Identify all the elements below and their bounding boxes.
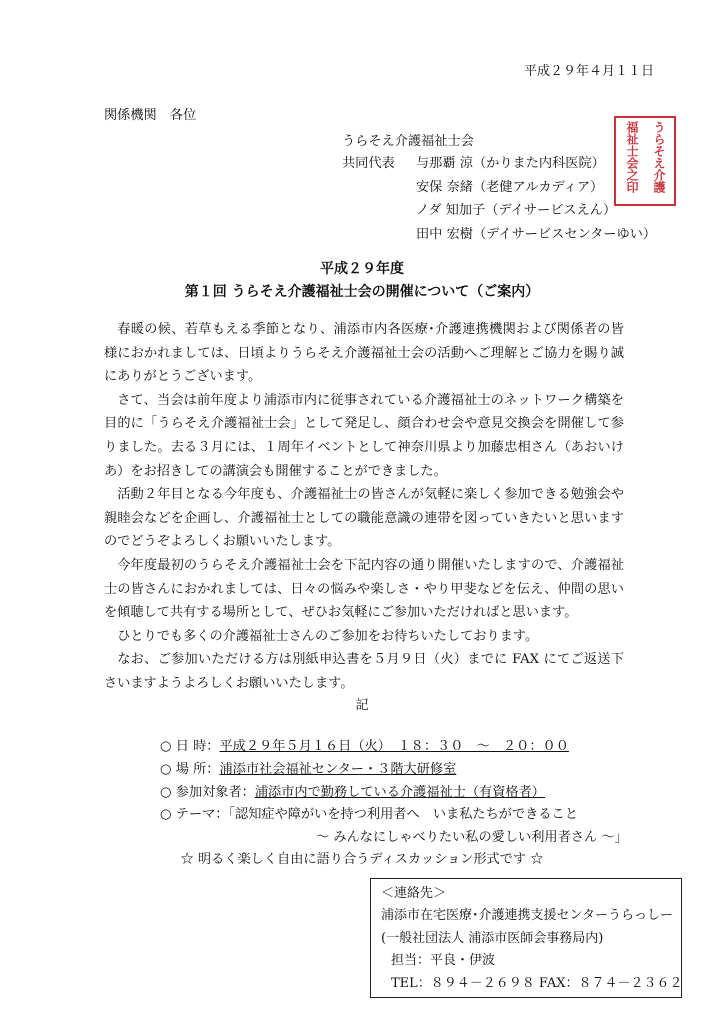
detail-target — [160, 782, 628, 805]
addressee: 関係機関 各位 — [104, 108, 197, 123]
body-paragraph: 活動２年目となる今年度も、介護福祉士の皆さんが気軽に楽しく参加できる勉強会や親睦会などを企画し、介護福祉士としての職能意識の連帯を図っていきたいと思いますのでどうぞよろしくお願いいたします。 — [104, 487, 624, 550]
representative-name: 与那覇 涼（かりまた内科医院） — [416, 156, 605, 171]
seal-text-column: うらそえ介護 — [652, 121, 666, 193]
body-paragraph: 春暖の候、若草もえる季節となり、浦添市内各医療･介護連携機関および関係者の皆様におかれましては、日頃よりうらそえ介護福祉士会の活動へご理解とご協力を賜り誠にありがとうございます。 — [104, 322, 624, 385]
contact-box — [370, 878, 682, 998]
contact-center: 浦添市在宅医療･介護連携支援センターうらっしー — [381, 908, 673, 924]
representative-row — [342, 223, 656, 247]
contact-org: (一般社団法人 浦添市医師会事務局内) — [381, 930, 604, 946]
detail-value: 平成２９年５月１６日（火） １８：３０ ～ ２０：００ — [219, 739, 569, 754]
detail-value: 浦添市内で勤務している介護福祉士（有資格者） — [254, 784, 545, 800]
representative-label — [342, 199, 416, 223]
document-date: 平成２９年４月１１日 — [523, 64, 654, 79]
ki-heading: 記 — [355, 698, 369, 713]
representatives-list — [342, 152, 656, 246]
detail-datetime — [160, 736, 628, 759]
detail-label: ○ 場 所： — [160, 761, 220, 777]
representative-label: 共同代表 — [342, 156, 395, 171]
detail-theme-subtitle: ～ みんなにしゃべりたい私の愛しい利用者さん ～」 — [316, 830, 628, 846]
representative-row — [342, 199, 656, 223]
representative-label — [342, 176, 416, 200]
representative-row — [342, 176, 656, 200]
body-paragraph: さて、当会は前年度より浦添市内に従事されている介護福祉士のネットワーク構築を目的に「うらそえ介護福祉士会」として発足し、顔合わせ会や意見交換会を開催して参りました。去る３月には、１周年イベントとして神奈川県より加藤忠相さん（あおいけあ）をお招きしての講演会も開催することができました。 — [104, 392, 624, 479]
seal-text-column: 福祉士会之印 — [625, 121, 639, 193]
document-title: 第１回 うらそえ介護福祉士会の開催について（ご案内） — [184, 284, 540, 300]
body-text — [104, 318, 624, 696]
body-paragraph: 今年度最初のうらそえ介護福祉士会を下記内容の通り開催いたしますので、介護福祉士の皆さんにおかれましては、日々の悩みや楽しさ・やり甲斐などを伝え、仲間の思いを傾聴して共有する場所として、ぜひお気軽にご参加いただければと思います。 — [104, 557, 624, 621]
contact-staff: 担当：平良・伊波 — [391, 953, 496, 969]
representative-name: 田中 宏樹（デイサービスセンターゆい） — [416, 226, 657, 242]
detail-place — [160, 759, 628, 782]
representative-label — [342, 223, 416, 247]
document-title-year: 平成２９年度 — [320, 261, 404, 277]
representative-row — [342, 152, 656, 176]
contact-heading: ＜連絡先＞ — [381, 886, 447, 901]
detail-label: ○ 参加対象者： — [160, 784, 255, 800]
representative-name: 安保 奈緒（老健アルカディア） — [416, 179, 604, 195]
body-paragraph: ひとりでも多くの介護福祉士さんのご参加をお待ちいたしております。 — [117, 628, 539, 644]
detail-label: ○ 日 時： — [160, 739, 220, 754]
sender-organization: うらそえ介護福祉士会 — [342, 134, 474, 149]
representative-name: ノダ 知加子（デイサービスえん） — [416, 203, 617, 219]
organization-seal-stamp — [614, 116, 676, 206]
body-paragraph: なお、ご参加いただける方は別紙申込書を５月９日（火）までに FAX にてご返送下さいますようよろしくお願いいたします。 — [104, 652, 624, 691]
contact-phone-fax: TEL：８９４－２６９８ FAX：８７４－２３６２ — [391, 975, 683, 991]
format-note: ☆ 明るく楽しく自由に語り合うディスカッション形式です ☆ — [180, 852, 544, 867]
detail-value: 浦添市社会福祉センター・３階大研修室 — [219, 761, 457, 777]
detail-theme: ○ テーマ：「認知症や障がいを持つ利用者へ いま私たちができること — [160, 807, 578, 823]
event-details — [160, 736, 628, 850]
